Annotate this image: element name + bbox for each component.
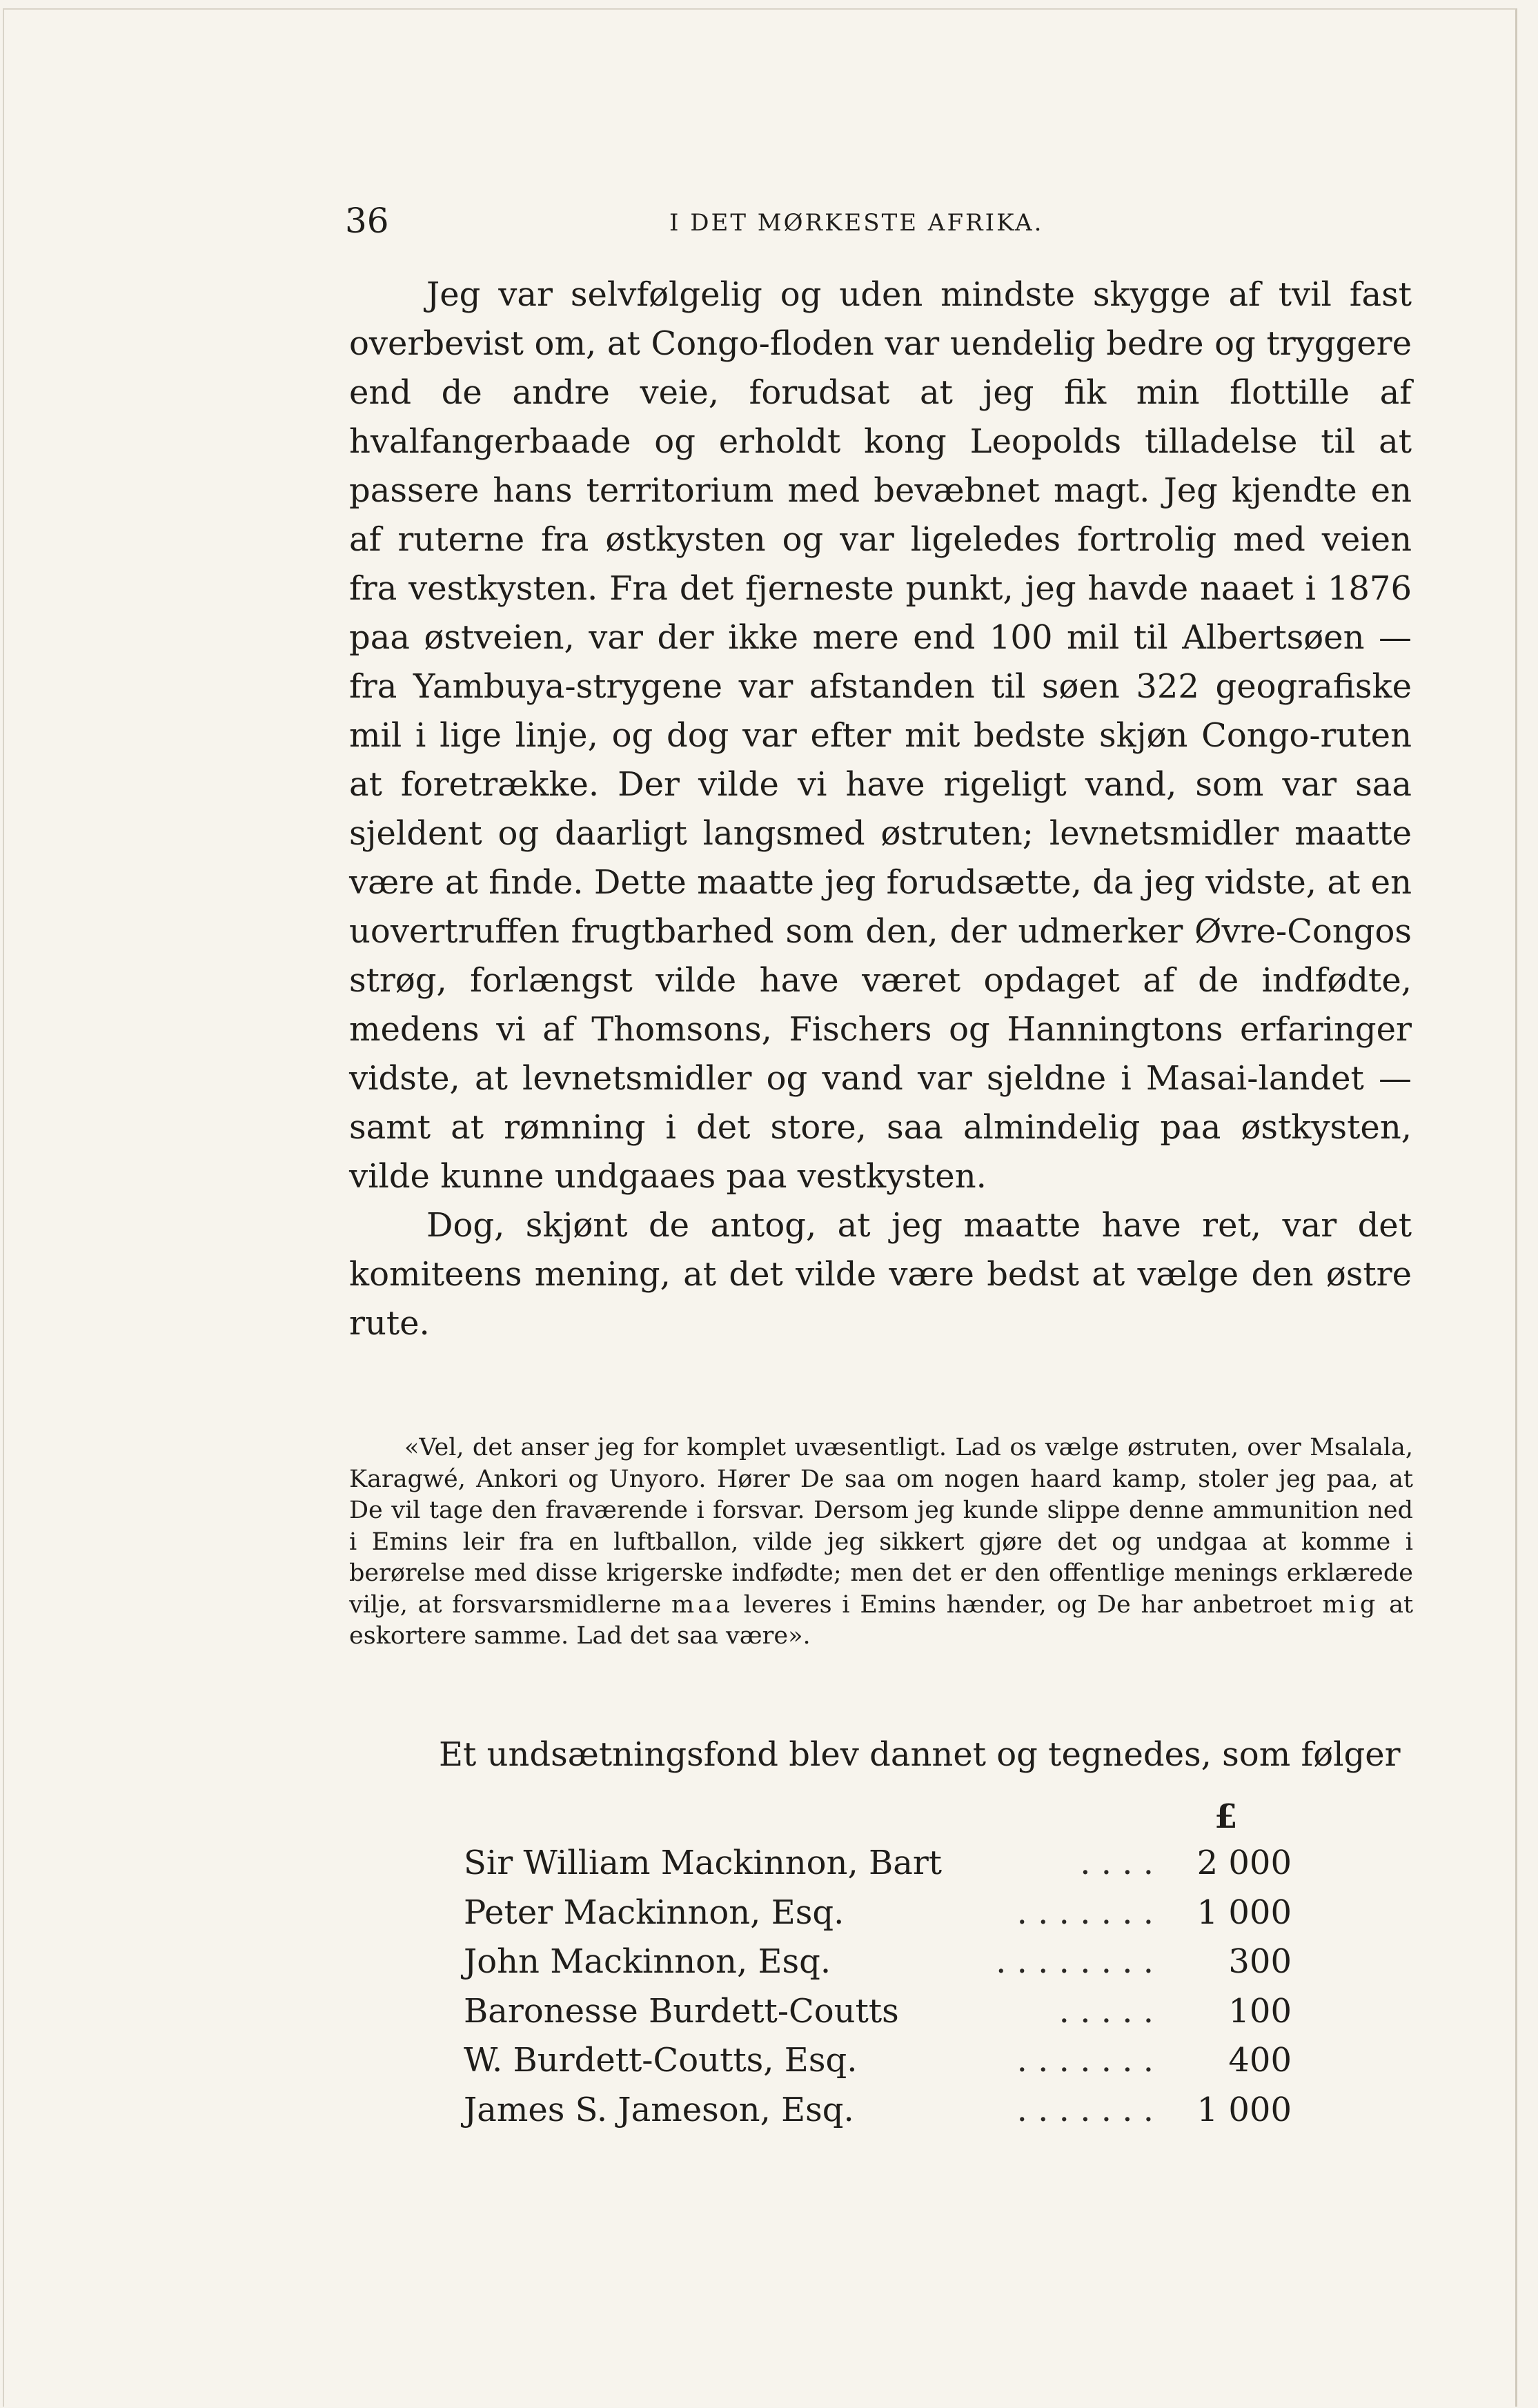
subscription-list bbox=[464, 1839, 1292, 2135]
leader-dots: . . . . . bbox=[1058, 1991, 1154, 2031]
list-item bbox=[464, 1987, 1292, 2037]
quote-paragraph bbox=[349, 1432, 1413, 1652]
quote-text: «Vel, det anser jeg for komplet uvæsentligt. Lad os vælge østruten, over Msalala, Karagwé, Ankori og Unyoro. Hører De saa om nogen haard kamp, stoler jeg paa, at De vil tage den fraværende i forsvar. Dersom jeg kunde slippe denne ammunition ned i Emins leir fra en luftballon, vilde jeg sikkert gjøre det og undgaa at komme i berørelse med disse krigerske indfødte; men det er den offentlige menings erklærede vilje, at forsvarsmidlerne bbox=[349, 1434, 1413, 1619]
subscriber-name: Peter Mackinnon, Esq. bbox=[464, 1893, 845, 1932]
leader-dots: . . . . . . . bbox=[1016, 1893, 1154, 1932]
list-item bbox=[464, 1937, 1292, 1987]
subscriber-name: Baronesse Burdett-Coutts bbox=[464, 1991, 899, 2031]
quote-text: leveres i Emins hænder, og De har anbetroet bbox=[733, 1590, 1323, 1619]
main-text bbox=[349, 270, 1412, 1348]
quote-emphasis: maa bbox=[671, 1590, 733, 1619]
subscriber-name: James S. Jameson, Esq. bbox=[464, 2090, 854, 2129]
list-item bbox=[464, 2036, 1292, 2086]
list-item bbox=[464, 2086, 1292, 2135]
list-item bbox=[464, 1888, 1292, 1938]
page-header bbox=[345, 197, 1421, 245]
leader-dots: . . . . . . . . bbox=[996, 1942, 1154, 1981]
list-item bbox=[464, 1839, 1292, 1888]
subscription-amount: 300 bbox=[1228, 1942, 1292, 1981]
subscription-amount: 400 bbox=[1228, 2041, 1292, 2080]
subscriber-name: W. Burdett-Coutts, Esq. bbox=[464, 2041, 858, 2080]
quote-emphasis: mig bbox=[1322, 1590, 1379, 1619]
subscriber-name: John Mackinnon, Esq. bbox=[464, 1942, 831, 1981]
paragraph: Dog, skjønt de antog, at jeg maatte have ret, var det komiteens mening, at det vilde være bedst at vælge den østre rute. bbox=[349, 1206, 1412, 1343]
quoted-passage bbox=[349, 1432, 1413, 1652]
paragraph: Jeg var selvfølgelig og uden mindste skygge af tvil fast overbevist om, at Congo-floden var uendelig bedre og tryggere end de andre veie, forudsat at jeg fik min flottille af hvalfangerbaade og erholdt kong Leopolds tilladelse til at passere hans territorium med bevæbnet magt. Jeg kjendte en af ruterne fra østkysten og var ligeledes fortrolig med veien fra vestkysten. Fra det fjerneste punkt, jeg havde naaet i 1876 paa østveien, var der ikke mere end 100 mil til Albertsøen — fra Yambuya-strygene var afstanden til søen 322 geografiske mil i lige linje, og dog var efter mit bedste skjøn Congo-ruten at foretrække. Der vilde vi have rigeligt vand, som var saa sjeldent og daarligt langsmed østruten; levnetsmidler maatte være at finde. Dette maatte jeg forudsætte, da jeg vidste, at en uovertruffen frugtbarhed som den, der udmerker Øvre-Congos strøg, forlængst vilde have været opdaget af de indfødte, medens vi af Thomsons, Fischers og Hanningtons erfaringer vidste, at levnetsmidler og vand var sjeldne i Masai-landet — samt at rømning i det store, saa almindelig paa østkysten, vilde kunne undgaaes paa vestkysten. bbox=[349, 275, 1412, 1196]
leader-dots: . . . . . . . bbox=[1016, 2041, 1154, 2080]
running-title: I DET MØRKESTE AFRIKA. bbox=[669, 209, 1044, 237]
subscriber-name: Sir William Mackinnon, Bart bbox=[464, 1844, 943, 1882]
page-number: 36 bbox=[345, 201, 389, 241]
leader-dots: . . . . bbox=[1080, 1844, 1154, 1882]
leader-dots: . . . . . . . bbox=[1016, 2090, 1154, 2129]
quote-text: at eskortere samme. Lad det saa være». bbox=[349, 1590, 1414, 1650]
subscription-amount: 2 000 bbox=[1196, 1844, 1292, 1882]
subscription-amount: 1 000 bbox=[1196, 1893, 1292, 1932]
currency-header: £ bbox=[1214, 1797, 1238, 1836]
fund-intro: Et undsætningsfond blev dannet og tegnedes, som følger bbox=[439, 1735, 1401, 1774]
subscription-amount: 100 bbox=[1228, 1991, 1292, 2031]
subscription-amount: 1 000 bbox=[1196, 2090, 1292, 2129]
